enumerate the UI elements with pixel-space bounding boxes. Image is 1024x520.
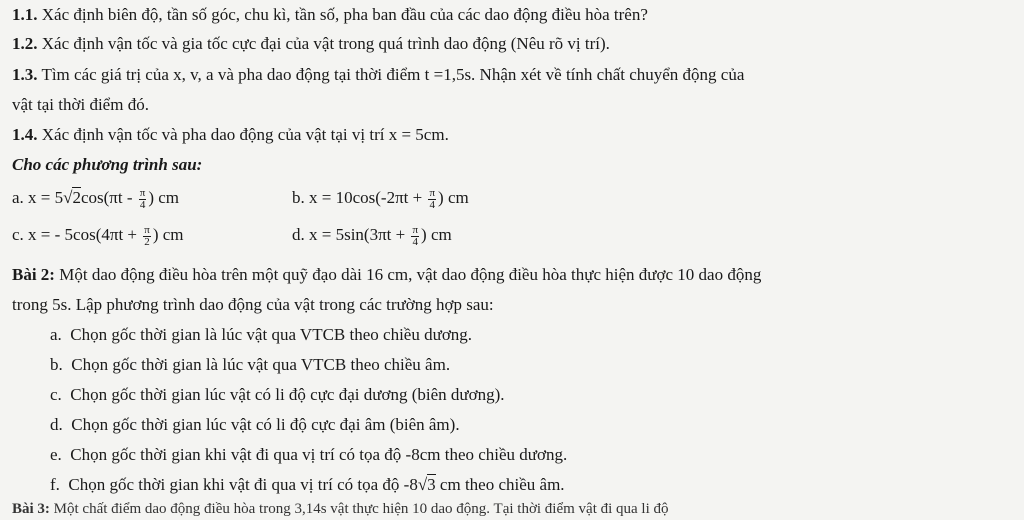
exercise-2-item-e: e. Chọn gốc thời gian khi vật đi qua vị trí có tọa độ -8cm theo chiều dương. bbox=[50, 445, 568, 464]
exercise-text: Một dao động điều hòa trên một quỹ đạo dài 16 cm, vật dao động điều hòa thực hiện được 10 dao động bbox=[59, 265, 762, 284]
equation-c: c. x = - 5cos(4πt + $\frac{\pi}{2}$ ) cm bbox=[12, 223, 184, 248]
question-text: Tìm các giá trị của x, v, a và pha dao động tại thời điểm t =1,5s. Nhận xét về tính chất chuyển động của bbox=[41, 65, 745, 84]
exercise-2 bbox=[12, 264, 1014, 286]
question-number: 1.1. bbox=[12, 5, 38, 24]
question-number: 1.2. bbox=[12, 34, 38, 53]
exercise-text: trong 5s. Lập phương trình dao động của vật trong các trường hợp sau: bbox=[12, 295, 494, 314]
question-number: 1.3. bbox=[12, 65, 38, 84]
question-1-3-continued bbox=[12, 94, 1014, 116]
exercise-2-item-d: d. Chọn gốc thời gian lúc vật có li độ cực đại âm (biên âm). bbox=[50, 415, 460, 434]
question-1-3 bbox=[12, 64, 1014, 86]
exercise-3-partial bbox=[12, 498, 1014, 520]
exercise-2-item-a: a. Chọn gốc thời gian là lúc vật qua VTCB theo chiều dương. bbox=[50, 325, 473, 344]
exercise-2-item-c: c. Chọn gốc thời gian lúc vật có li độ cực đại dương (biên dương). bbox=[50, 385, 505, 404]
exercise-title: Bài 3: bbox=[12, 501, 50, 517]
fraction: $\frac{\pi}{4}$ bbox=[139, 186, 146, 211]
exercise-2-item-b: b. Chọn gốc thời gian là lúc vật qua VTCB theo chiều âm. bbox=[50, 355, 451, 374]
question-1-4 bbox=[12, 124, 1014, 146]
question-text: Xác định vận tốc và pha dao động của vật tại vị trí x = 5cm. bbox=[41, 125, 449, 144]
question-number: 1.4. bbox=[12, 125, 38, 144]
equations-heading: Cho các phương trình sau: bbox=[12, 155, 203, 174]
exercise-title: Bài 2: bbox=[12, 265, 55, 284]
fraction: $\frac{\pi}{4}$ bbox=[412, 223, 419, 248]
fraction: $\frac{\pi}{2}$ bbox=[144, 223, 150, 248]
question-text: Xác định vận tốc và gia tốc cực đại của vật trong quá trình dao động (Nêu rõ vị trí). bbox=[41, 34, 610, 53]
exercise-text: Một chất điểm dao động điều hòa trong 3,14s vật thực hiện 10 dao động. Tại thời điểm vật đi qua li độ bbox=[53, 501, 669, 517]
exercise-2-item-f: f. Chọn gốc thời gian khi vật đi qua vị trí có tọa độ -8√3 cm theo chiều âm. bbox=[50, 475, 565, 494]
question-text: vật tại thời điểm đó. bbox=[12, 95, 149, 114]
exercise-2-continued bbox=[12, 294, 1014, 316]
equation-d: d. x = 5sin(3πt + $\frac{\pi}{4}$ ) cm bbox=[292, 223, 452, 248]
question-text: Xác định biên độ, tần số góc, chu kì, tần số, pha ban đầu của các dao động điều hòa trên? bbox=[41, 5, 648, 24]
question-1-2 bbox=[12, 33, 1014, 55]
equation-b: b. x = 10cos(-2πt + $\frac{\pi}{4}$ ) cm bbox=[292, 186, 469, 211]
fraction: $\frac{\pi}{4}$ bbox=[429, 186, 436, 211]
question-1-1 bbox=[12, 4, 1014, 26]
equation-a: a. x = 5√2cos(πt - $\frac{\pi}{4}$ ) cm bbox=[12, 186, 180, 211]
